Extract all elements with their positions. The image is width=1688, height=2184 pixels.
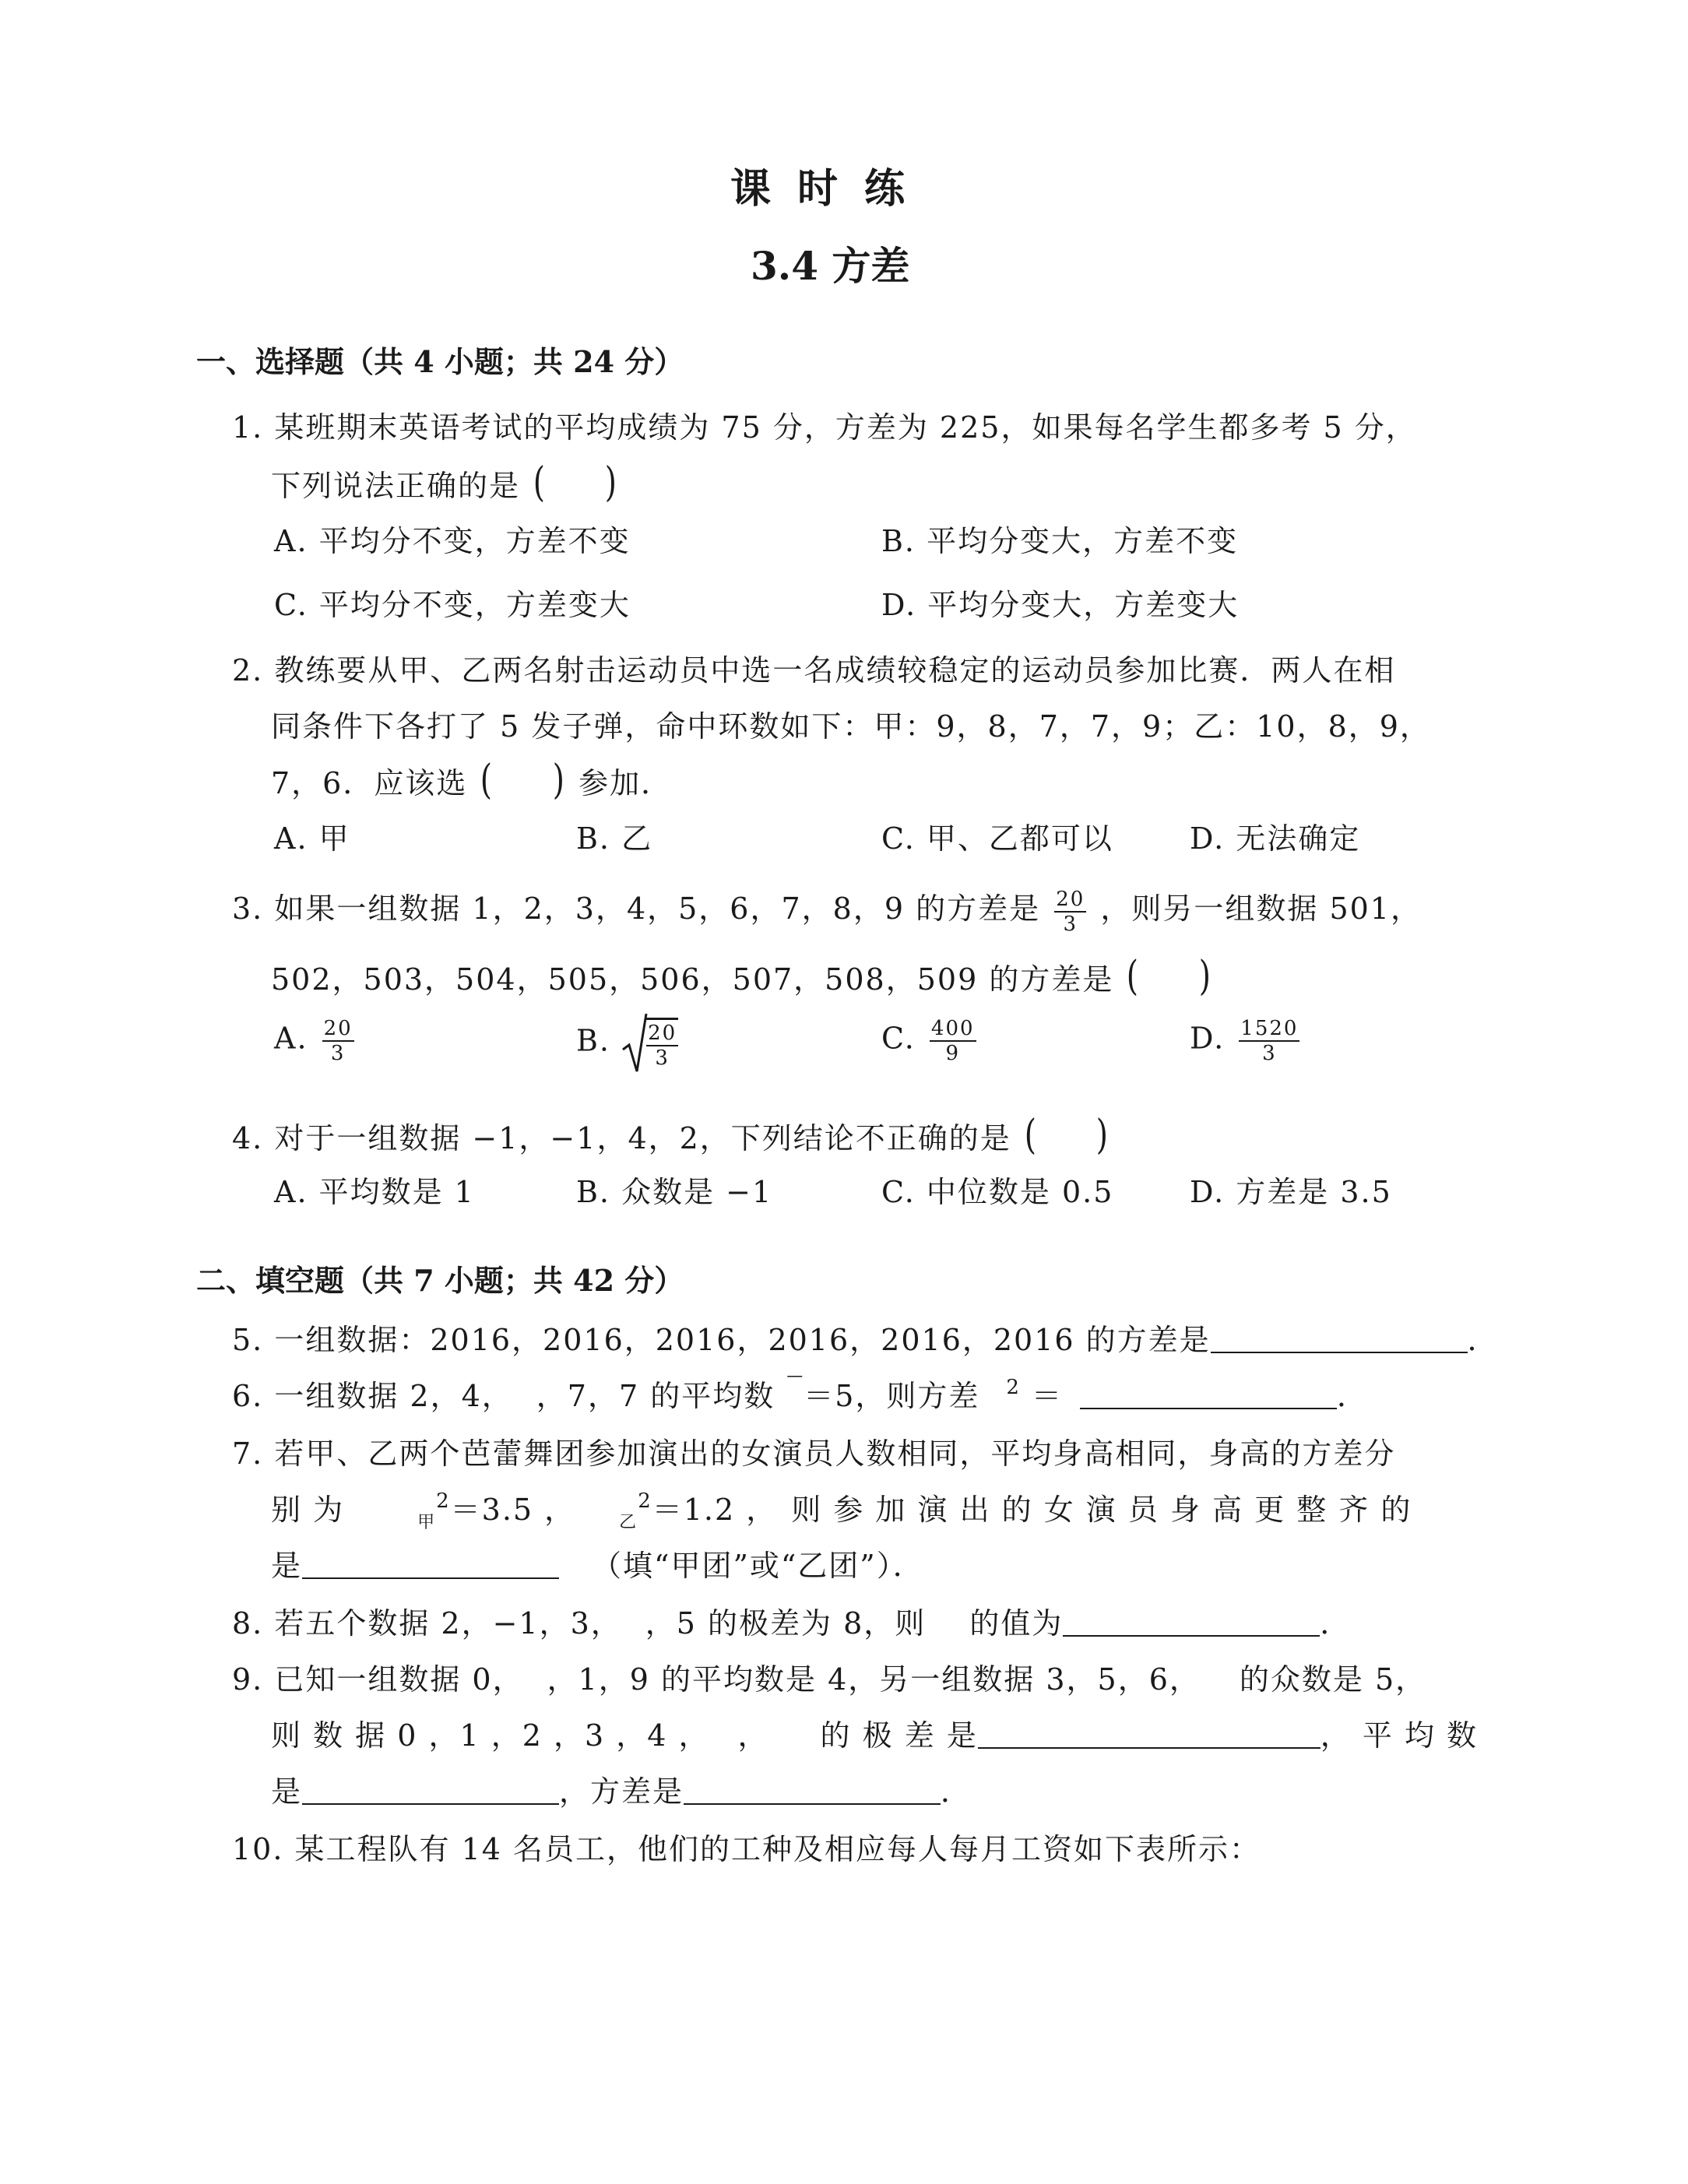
question-3-stem: 3. 如果一组数据 1，2，3，4，5，6，7，8，9 的方差是 (232, 892, 1041, 926)
question-2-line-1: 2. 教练要从甲、乙两名射击运动员中选一名成绩较稳定的运动员参加比赛．两人在相 (232, 653, 1396, 688)
question-9-line-1: 9. 已知一组数据 0， ，1，9 的平均数是 4，另一组数据 3，5，6， 的众数是 5， (232, 1662, 1427, 1697)
question-4-line-1 (232, 1112, 1112, 1159)
question-3-stem-line-2: 502，503，504，505，506，507，508，509 的方差是 (271, 962, 1114, 997)
question-7-line-1: 7. 若甲、乙两个芭蕾舞团参加演出的女演员人数相同，平均身高相同，身高的方差分 (232, 1437, 1396, 1471)
question-2-stem-end: 参加． (578, 766, 673, 800)
answer-paren-close: ) (1198, 953, 1212, 1000)
fraction: $\frac{20}{3}$ (646, 1018, 678, 1070)
question-7-line-3: 是 （填“甲团”或“乙团”）． (271, 1549, 924, 1583)
question-2-option-d: D. 无法确定 (1190, 821, 1361, 856)
page-subtitle: 3.4 方差 (751, 243, 910, 289)
question-4-stem: 4. 对于一组数据 −1，−1，4，2，下列结论不正确的是 (232, 1121, 1011, 1155)
question-3-option-c: C. $\frac{400}{9}$ (881, 1017, 975, 1065)
question-1-option-d: D. 平均分变大，方差变大 (881, 588, 1240, 622)
question-1-stem: 下列说法正确的是 (271, 469, 521, 503)
question-5: 5. 一组数据：2016，2016，2016，2016，2016，2016 的方差是 ． (232, 1323, 1499, 1357)
question-5-stem: 5. 一组数据：2016，2016，2016，2016，2016，2016 的方差是 (232, 1323, 1211, 1357)
question-9-line-3: 是 ，方差是 ． (271, 1774, 972, 1809)
question-10: 10. 某工程队有 14 名员工，他们的工种及相应每人每月工资如下表所示： (232, 1832, 1261, 1866)
question-6: 6. 一组数据 2，4， ，7，7 的平均数 ‾＝5，则方差 $^2$ ＝ ． (232, 1371, 1368, 1413)
fraction: $\frac{1520}{3}$ (1240, 1017, 1299, 1065)
answer-blank[interactable] (302, 1549, 559, 1579)
square-root-icon (621, 1012, 681, 1074)
question-3-stem-cont: ，则另一组数据 501， (1100, 892, 1422, 926)
question-3-line-1 (232, 885, 1422, 936)
question-3-option-b: B. $\frac{20}{3}$ (576, 1012, 681, 1074)
answer-paren-open: ( (1024, 1112, 1038, 1159)
question-4-option-d: D. 方差是 3.5 (1190, 1175, 1392, 1209)
question-3-option-d: D. $\frac{1520}{3}$ (1190, 1017, 1299, 1065)
question-4-option-a: A. 平均数是 1 (274, 1175, 475, 1209)
answer-paren-close: ) (552, 757, 566, 804)
question-1-line-1: 1. 某班期末英语考试的平均成绩为 75 分，方差为 225，如果每名学生都多考 5 分， (232, 410, 1417, 445)
fraction: $\frac{400}{9}$ (930, 1017, 975, 1065)
question-2-option-b: B. 乙 (576, 821, 653, 856)
page-title: 课时练 (730, 165, 932, 213)
mean-bar-symbol: ‾ (787, 1371, 804, 1405)
question-2-line-3 (271, 757, 672, 804)
question-2-option-c: C. 甲、乙都可以 (881, 821, 1113, 856)
question-1-line-2 (271, 459, 621, 506)
question-4-option-c: C. 中位数是 0.5 (881, 1175, 1114, 1209)
question-8: 8. 若五个数据 2，−1，3， ，5 的极差为 8，则 的值为 ． (232, 1606, 1352, 1641)
fraction: $\frac{20}{3}$ (323, 1017, 353, 1065)
answer-blank[interactable] (1211, 1324, 1468, 1353)
question-2-option-a: A. 甲 (274, 821, 350, 856)
answer-paren-open: ( (480, 757, 494, 804)
question-1-option-c: C. 平均分不变，方差变大 (274, 588, 631, 622)
section-heading-fill-in: 二、填空题（共 7 小题；共 42 分） (196, 1263, 684, 1298)
answer-paren-open: ( (1127, 953, 1140, 1000)
answer-blank[interactable] (302, 1775, 559, 1805)
fraction: $\frac{20}{3}$ (1056, 887, 1085, 936)
answer-blank[interactable] (978, 1719, 1321, 1749)
question-4-option-b: B. 众数是 −1 (576, 1175, 773, 1209)
question-7-line-2: 别 为 $_甲^2$＝3.5 ， $_乙^2$＝1.2 ， 则 参 加 演 出 的 女 演 员 身 高 更 整 齐 的 (271, 1489, 1412, 1532)
question-1-option-a: A. 平均分不变，方差不变 (274, 524, 631, 558)
answer-blank[interactable] (1080, 1380, 1337, 1409)
answer-paren-close: ) (1095, 1112, 1110, 1159)
section-heading-choice: 一、选择题（共 4 小题；共 24 分） (196, 344, 684, 379)
question-3-option-a: A. $\frac{20}{3}$ (274, 1017, 353, 1065)
answer-paren-close: ) (605, 459, 618, 506)
question-2-stem: 7，6．应该选 (271, 766, 468, 800)
answer-blank[interactable] (1063, 1607, 1320, 1637)
question-3-line-2 (271, 953, 1214, 1000)
question-2-line-2: 同条件下各打了 5 发子弹，命中环数如下：甲：9，8，7，7，9；乙：10，8，9， (271, 709, 1431, 744)
answer-blank[interactable] (684, 1775, 941, 1805)
question-1-option-b: B. 平均分变大，方差不变 (881, 524, 1239, 558)
answer-paren-open: ( (533, 459, 547, 506)
question-9-line-2: 则 数 据 0 ，1 ，2 ，3 ，4 ， ， 的 极 差 是 ， 平 均 数 (271, 1718, 1479, 1753)
